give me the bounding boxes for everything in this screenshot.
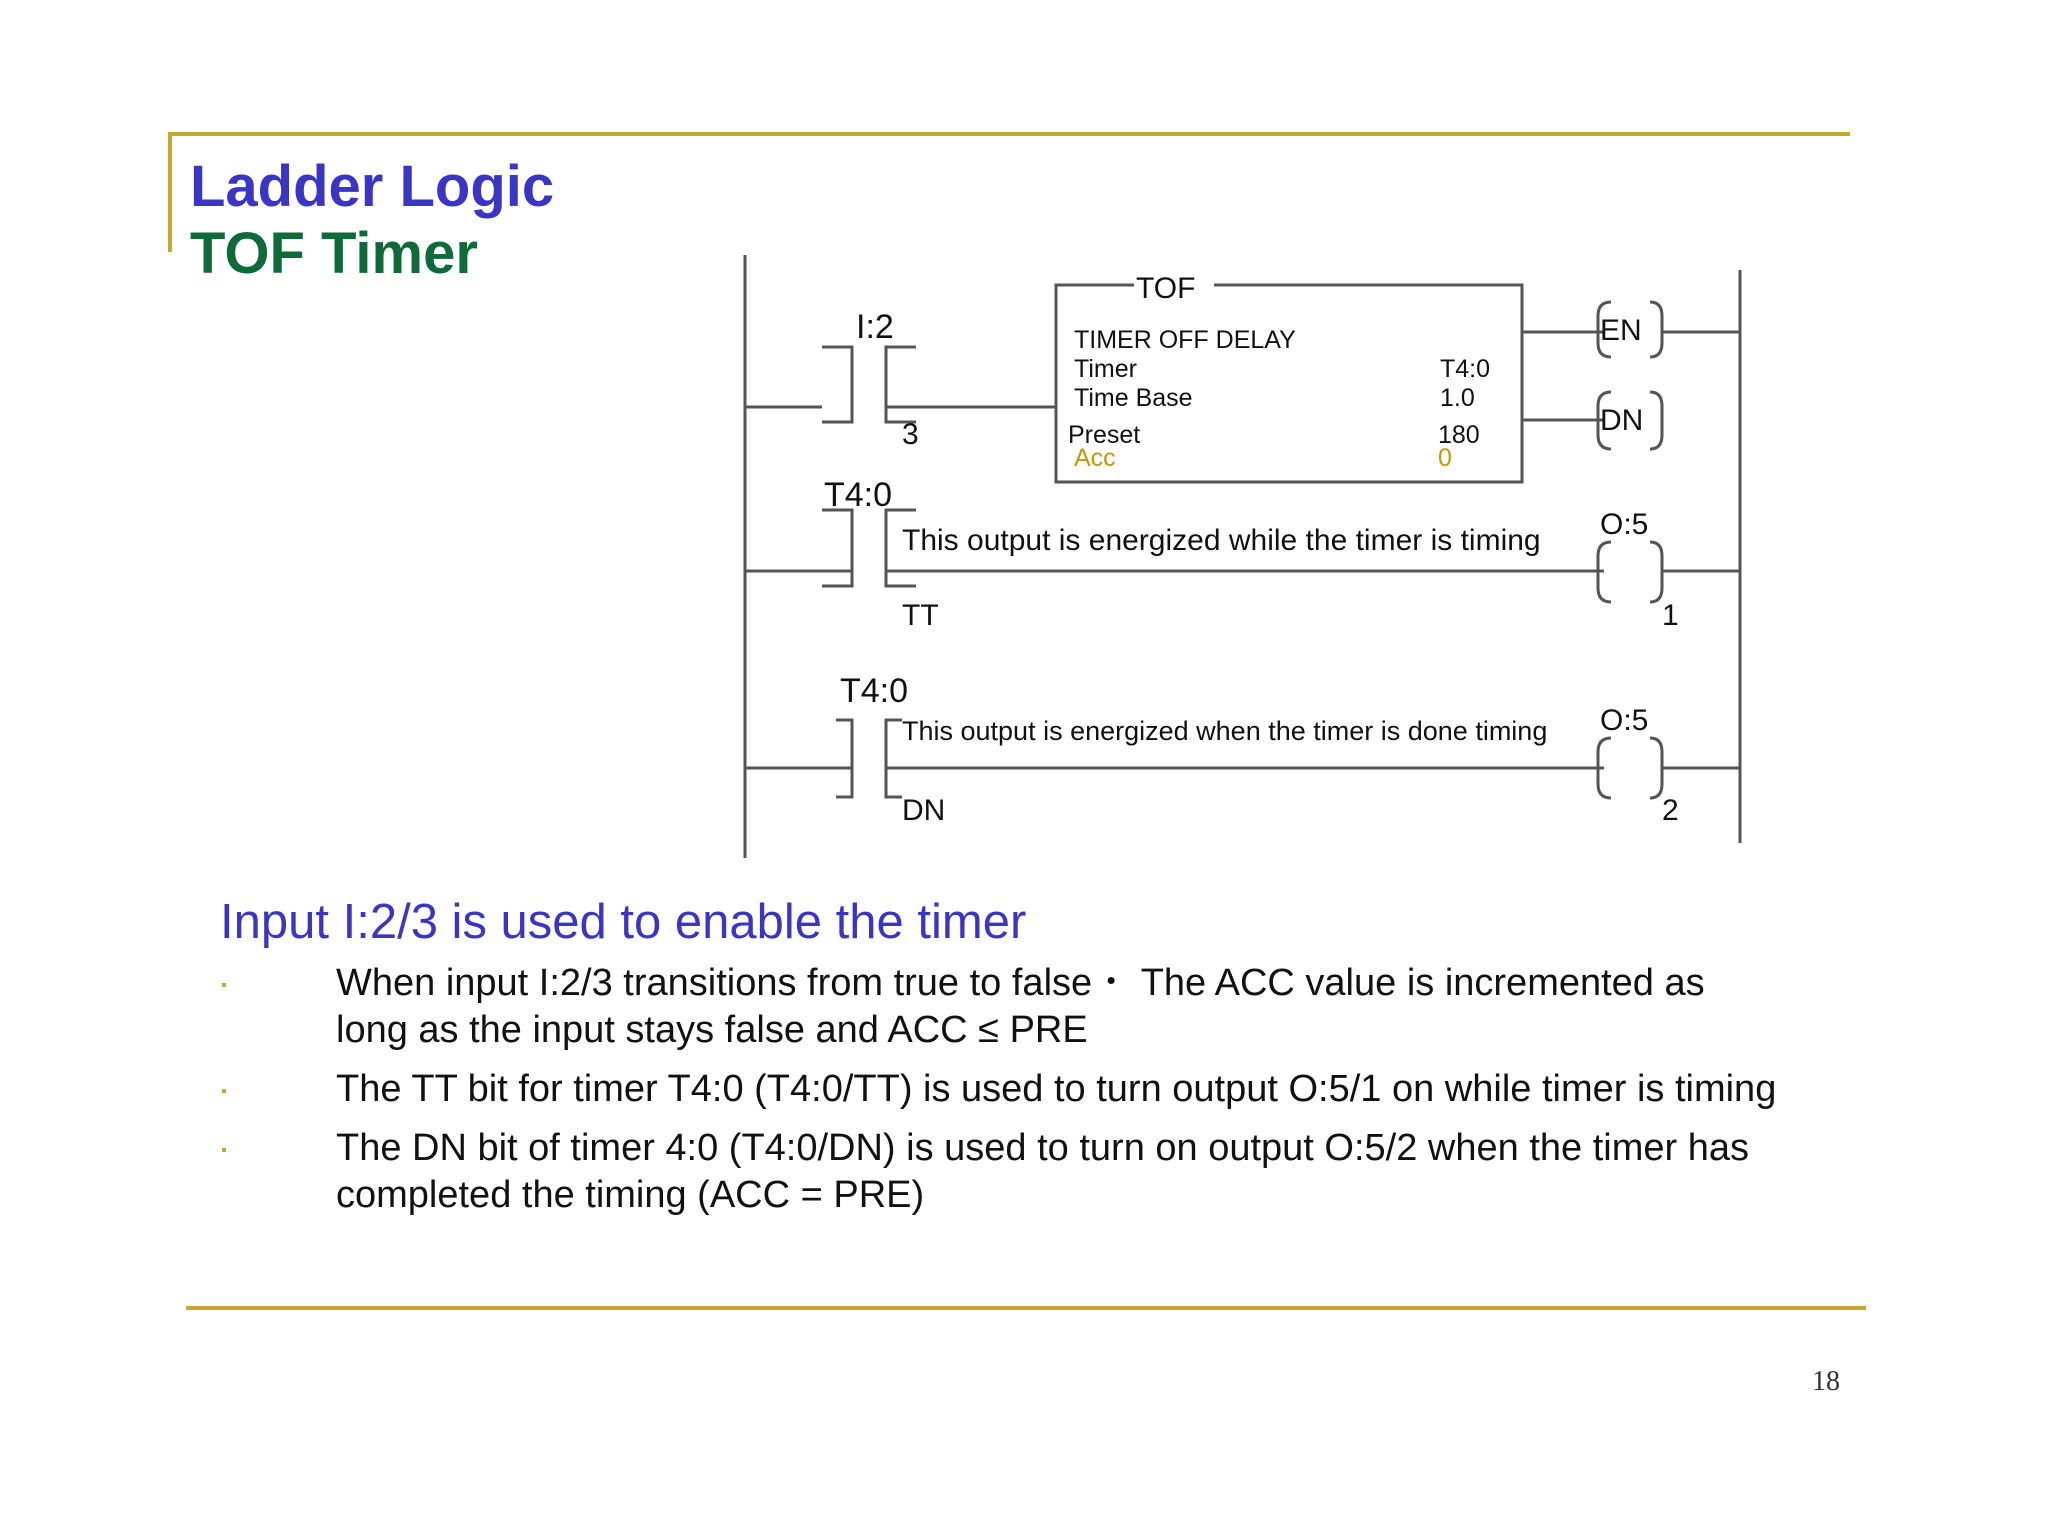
- list-item: [220, 1125, 1780, 1219]
- rung3-coil: [1598, 738, 1662, 798]
- rung2-contact-address: T4:0: [824, 476, 893, 514]
- rung3-contact-bit: DN: [902, 794, 946, 827]
- dn-coil-label: DN: [1600, 404, 1644, 437]
- bullet-icon: [222, 1148, 226, 1152]
- explanation-heading: Input I:2/3 is used to enable the timer: [220, 895, 1027, 949]
- tof-value-acc: 0: [1438, 444, 1452, 472]
- tof-value-preset: 180: [1438, 421, 1480, 449]
- bullet-text: The DN bit of timer 4:0 (T4:0/DN) is used to turn on output O:5/2 when the timer has completed the timing (ACC = PRE): [336, 1127, 1749, 1216]
- rung2-contact-bit: TT: [902, 599, 939, 632]
- rung2-coil-address: O:5: [1600, 508, 1649, 541]
- list-item: [220, 960, 1780, 1054]
- rung2-coil: [1598, 542, 1662, 602]
- rung3-coil-bit: 2: [1662, 794, 1679, 827]
- rung1-contact-address: I:2: [856, 308, 894, 346]
- tof-label-timebase: Time Base: [1074, 384, 1193, 412]
- rung3-contact-address: T4:0: [840, 672, 909, 710]
- tof-label-timer: Timer: [1074, 355, 1137, 383]
- slide-title: Ladder Logic: [190, 154, 555, 219]
- slide-subtitle: TOF Timer: [190, 221, 478, 286]
- explanation-list: [220, 960, 1780, 1231]
- rung3-contact: [836, 720, 902, 797]
- bullet-icon: [222, 983, 226, 987]
- bullet-text: The TT bit for timer T4:0 (T4:0/TT) is used to turn output O:5/1 on while timer is timing: [336, 1068, 1777, 1110]
- tof-block-description: TIMER OFF DELAY: [1074, 326, 1296, 354]
- tof-label-acc: Acc: [1074, 444, 1116, 472]
- rung2-coil-bit: 1: [1662, 599, 1679, 632]
- rung3-coil-address: O:5: [1600, 704, 1649, 737]
- tof-block-name: TOF: [1136, 272, 1196, 305]
- page-number: 18: [1812, 1366, 1840, 1397]
- bullet-icon: [222, 1089, 226, 1093]
- rung3-comment: This output is energized when the timer is done timing: [902, 716, 1548, 746]
- bullet-text: When input I:2/3 transitions from true to false・ The ACC value is incremented as long as the input stays false and ACC ≤ PRE: [336, 962, 1705, 1051]
- rung2-comment: This output is energized while the timer is timing: [902, 524, 1541, 557]
- tof-label-preset: Preset: [1068, 421, 1141, 449]
- rung1-contact-bit: 3: [902, 418, 919, 451]
- en-coil-label: EN: [1600, 314, 1642, 347]
- tof-value-timebase: 1.0: [1440, 384, 1475, 412]
- rung1-contact: [822, 347, 916, 422]
- tof-value-timer: T4:0: [1440, 355, 1491, 383]
- list-item: [220, 1066, 1780, 1113]
